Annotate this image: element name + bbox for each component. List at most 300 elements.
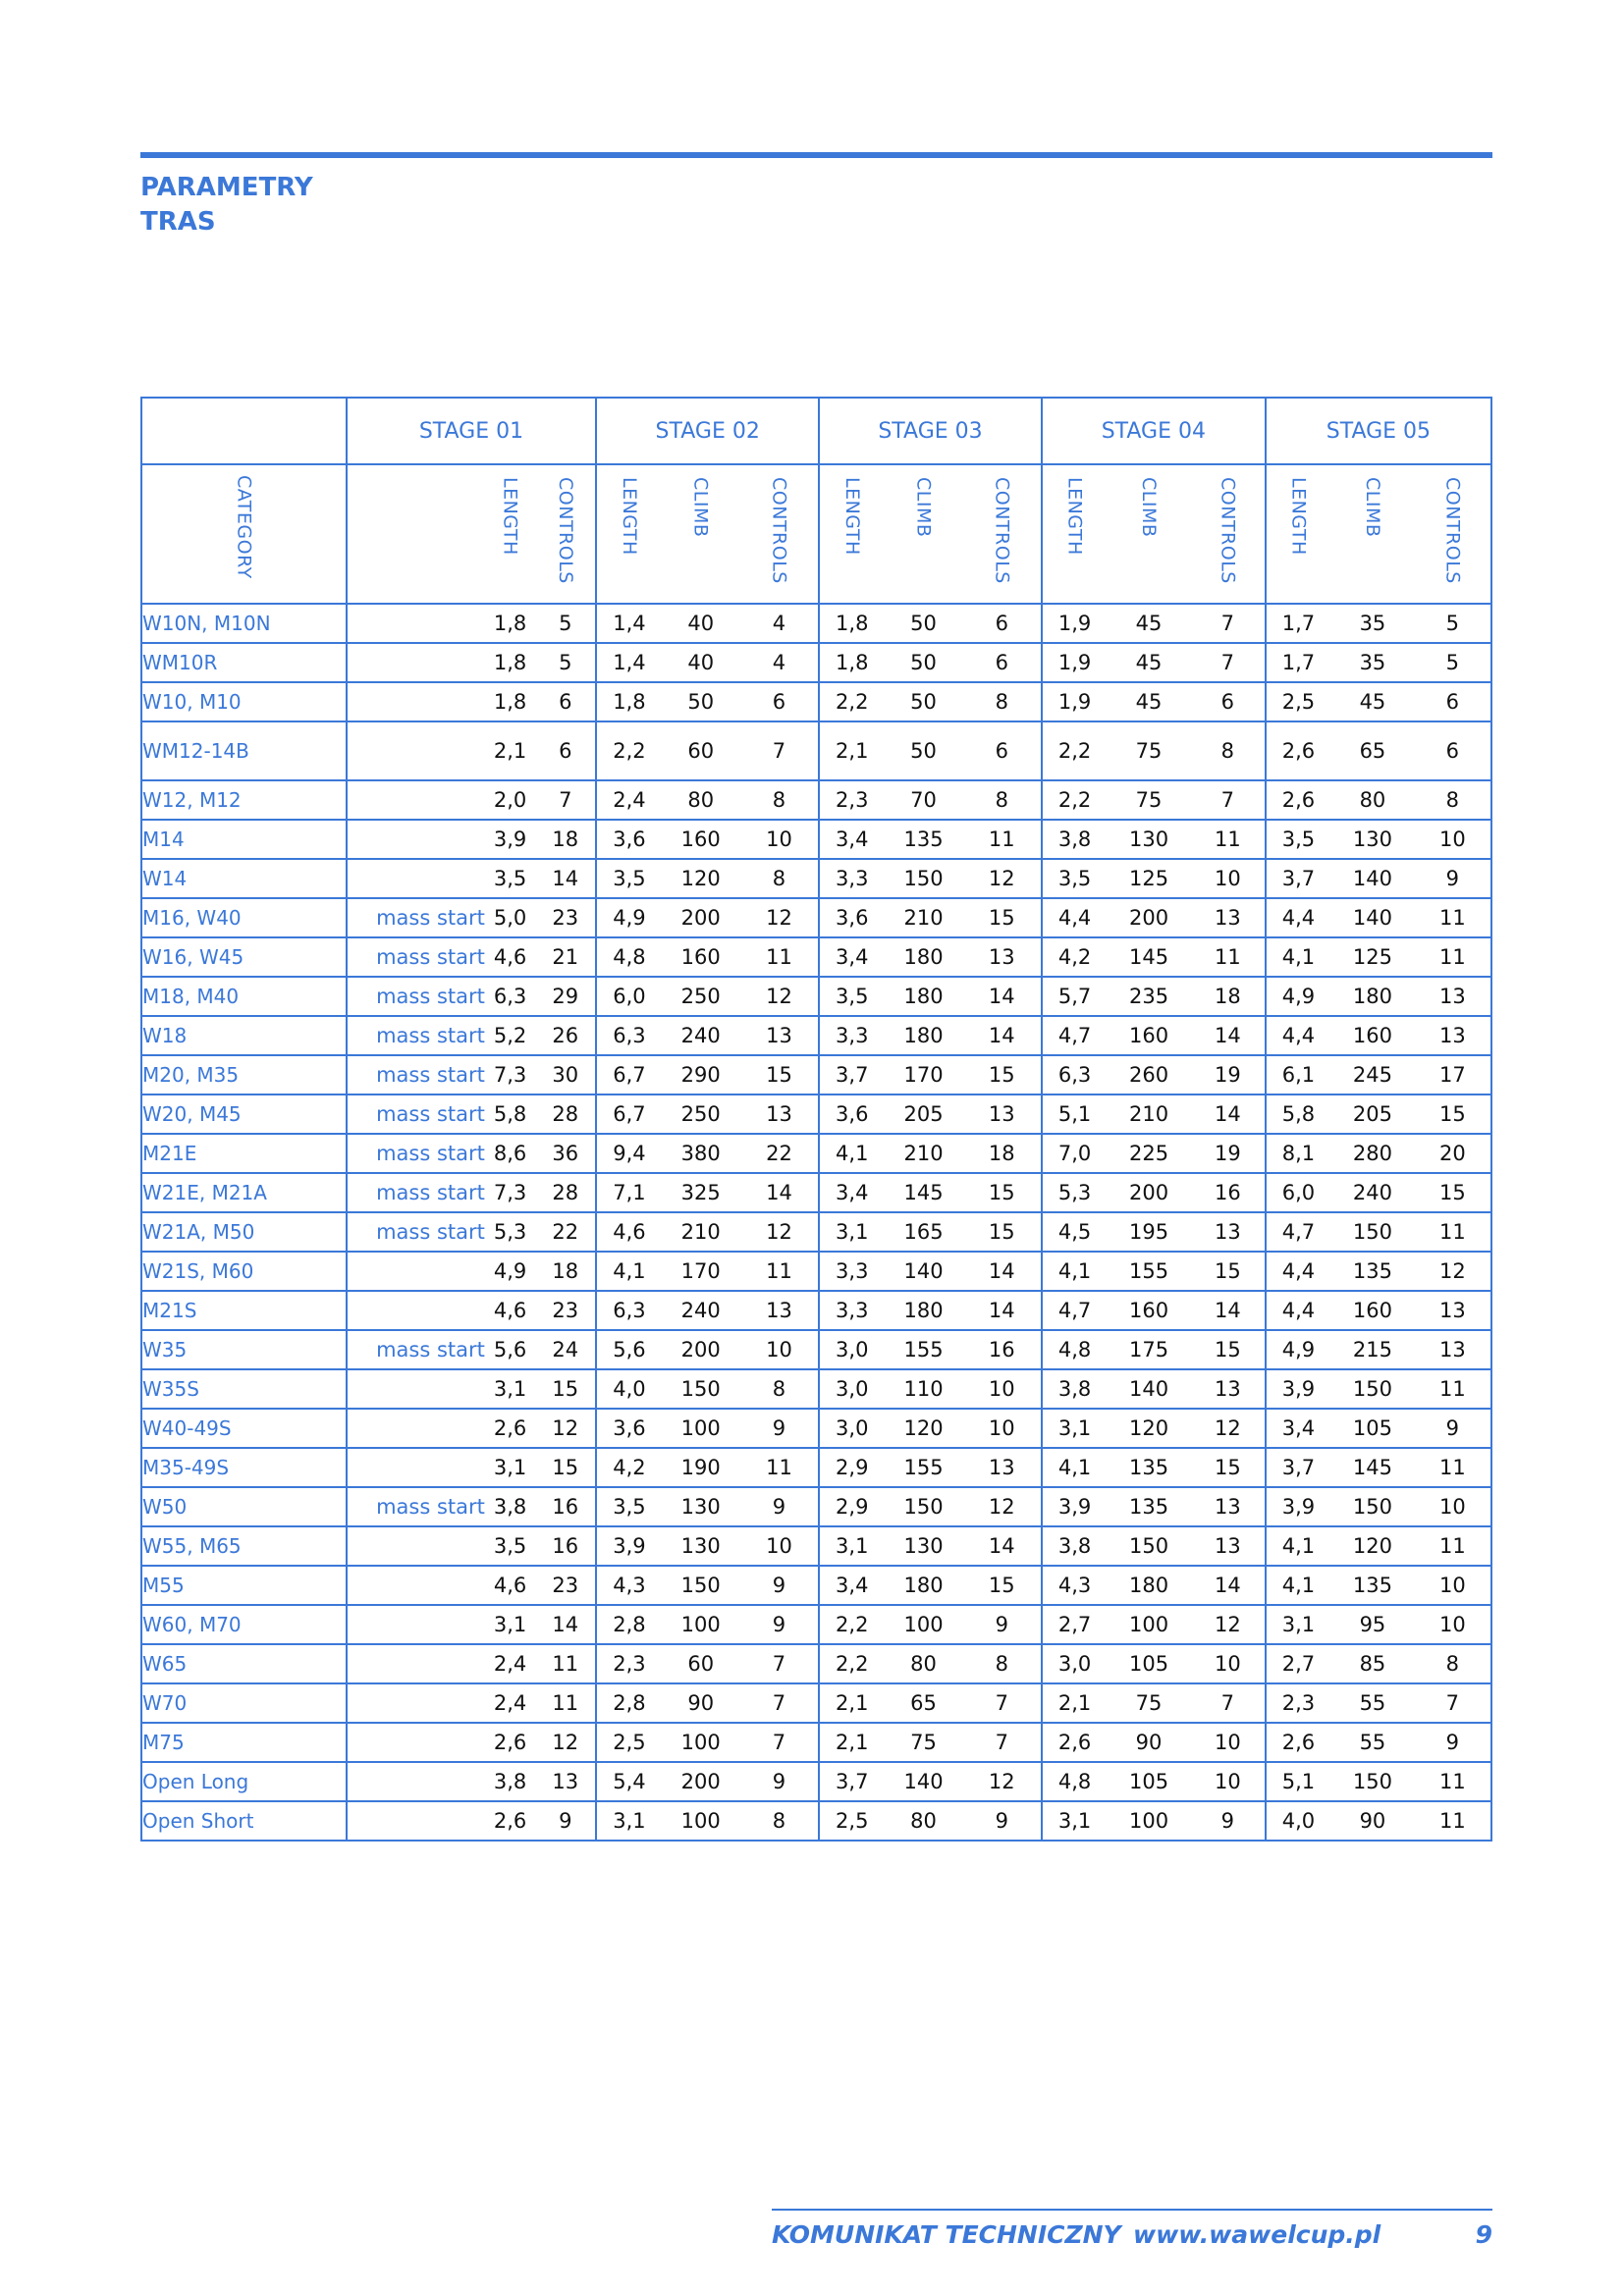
s4-climb-cell: 75	[1107, 780, 1191, 820]
category-cell: M21S	[141, 1291, 347, 1330]
s4-climb-cell: 140	[1107, 1369, 1191, 1409]
category-cell: M55	[141, 1566, 347, 1605]
category-cell: W60, M70	[141, 1605, 347, 1644]
s5-climb-cell: 280	[1330, 1134, 1415, 1173]
s4-climb-cell: 105	[1107, 1762, 1191, 1801]
s1-controls-header: CONTROLS	[535, 464, 596, 604]
s4-controls-cell: 11	[1191, 937, 1266, 977]
publication-name: KOMUNIKAT TECHNICZNY	[772, 2220, 1121, 2249]
s2-length-cell: 6,7	[596, 1095, 661, 1134]
s2-length-cell: 2,2	[596, 721, 661, 780]
s2-controls-cell: 9	[740, 1487, 819, 1526]
table-row	[141, 721, 1491, 780]
s3-length-cell: 3,3	[819, 1291, 884, 1330]
s5-controls-cell: 10	[1415, 1605, 1491, 1644]
s2-climb-cell: 90	[662, 1683, 740, 1723]
s3-controls-cell: 18	[963, 1134, 1042, 1173]
s2-controls-cell: 8	[740, 859, 819, 898]
s3-controls-cell: 10	[963, 1369, 1042, 1409]
corner-cell	[141, 398, 347, 464]
s3-controls-cell: 12	[963, 1487, 1042, 1526]
s4-length-cell: 3,1	[1042, 1409, 1107, 1448]
s2-controls-cell: 9	[740, 1566, 819, 1605]
s1-controls-cell: 6	[535, 682, 596, 721]
s5-length-cell: 3,5	[1266, 820, 1330, 859]
s3-controls-cell: 8	[963, 1644, 1042, 1683]
s5-length-cell: 4,1	[1266, 1566, 1330, 1605]
s1-length-cell: 4,6	[485, 937, 535, 977]
s2-climb-cell: 325	[662, 1173, 740, 1212]
s3-controls-cell: 15	[963, 1173, 1042, 1212]
s2-controls-cell: 8	[740, 1369, 819, 1409]
note-cell	[347, 1526, 485, 1566]
s2-length-cell: 7,1	[596, 1173, 661, 1212]
s1-controls-cell: 30	[535, 1055, 596, 1095]
s5-climb-cell: 55	[1330, 1723, 1415, 1762]
s5-climb-cell: 180	[1330, 977, 1415, 1016]
table-row	[141, 682, 1491, 721]
s5-controls-header: CONTROLS	[1415, 464, 1491, 604]
s4-climb-cell: 145	[1107, 937, 1191, 977]
s4-length-header: LENGTH	[1042, 464, 1107, 604]
note-cell: mass start	[347, 1134, 485, 1173]
s1-controls-cell: 6	[535, 721, 596, 780]
s3-length-cell: 2,9	[819, 1487, 884, 1526]
s5-controls-cell: 11	[1415, 937, 1491, 977]
s1-length-cell: 5,2	[485, 1016, 535, 1055]
s4-controls-cell: 9	[1191, 1801, 1266, 1841]
s2-climb-cell: 60	[662, 1644, 740, 1683]
category-cell: M21E	[141, 1134, 347, 1173]
s4-length-cell: 2,2	[1042, 721, 1107, 780]
s4-controls-cell: 6	[1191, 682, 1266, 721]
note-header	[347, 464, 485, 604]
s5-controls-cell: 11	[1415, 1801, 1491, 1841]
note-cell	[347, 859, 485, 898]
s5-climb-cell: 135	[1330, 1252, 1415, 1291]
note-cell	[347, 780, 485, 820]
table-row	[141, 1369, 1491, 1409]
s2-controls-cell: 10	[740, 820, 819, 859]
s4-controls-cell: 13	[1191, 1487, 1266, 1526]
s2-climb-cell: 100	[662, 1605, 740, 1644]
s5-controls-cell: 15	[1415, 1095, 1491, 1134]
s3-climb-cell: 180	[884, 1291, 962, 1330]
note-cell	[347, 1369, 485, 1409]
s5-controls-cell: 10	[1415, 820, 1491, 859]
stage-03-header: STAGE 03	[819, 398, 1042, 464]
s3-length-cell: 2,9	[819, 1448, 884, 1487]
s5-length-cell: 5,1	[1266, 1762, 1330, 1801]
s1-length-cell: 3,8	[485, 1762, 535, 1801]
category-cell: M75	[141, 1723, 347, 1762]
s5-controls-cell: 13	[1415, 977, 1491, 1016]
s3-length-cell: 3,6	[819, 898, 884, 937]
s1-length-cell: 3,1	[485, 1369, 535, 1409]
category-cell: W35	[141, 1330, 347, 1369]
s3-length-cell: 2,1	[819, 721, 884, 780]
s2-controls-header: CONTROLS	[740, 464, 819, 604]
s5-length-cell: 1,7	[1266, 604, 1330, 643]
s5-length-cell: 4,9	[1266, 977, 1330, 1016]
s1-length-cell: 3,5	[485, 1526, 535, 1566]
s4-controls-cell: 15	[1191, 1330, 1266, 1369]
s3-length-cell: 2,1	[819, 1683, 884, 1723]
category-cell: W40-49S	[141, 1409, 347, 1448]
note-cell: mass start	[347, 1173, 485, 1212]
s4-length-cell: 4,8	[1042, 1762, 1107, 1801]
note-cell	[347, 604, 485, 643]
s5-controls-cell: 17	[1415, 1055, 1491, 1095]
s2-climb-header: CLIMB	[662, 464, 740, 604]
s1-controls-cell: 16	[535, 1526, 596, 1566]
s5-controls-cell: 11	[1415, 898, 1491, 937]
note-cell	[347, 1605, 485, 1644]
s2-controls-cell: 9	[740, 1762, 819, 1801]
s1-controls-cell: 36	[535, 1134, 596, 1173]
s2-controls-cell: 4	[740, 643, 819, 682]
s4-climb-cell: 175	[1107, 1330, 1191, 1369]
s4-climb-cell: 100	[1107, 1801, 1191, 1841]
s4-climb-cell: 260	[1107, 1055, 1191, 1095]
s4-controls-cell: 14	[1191, 1566, 1266, 1605]
s5-climb-cell: 215	[1330, 1330, 1415, 1369]
category-cell: Open Short	[141, 1801, 347, 1841]
s3-length-cell: 3,5	[819, 977, 884, 1016]
s4-length-cell: 3,1	[1042, 1801, 1107, 1841]
s3-length-cell: 3,4	[819, 937, 884, 977]
s2-controls-cell: 10	[740, 1330, 819, 1369]
s4-climb-cell: 120	[1107, 1409, 1191, 1448]
s3-length-cell: 3,4	[819, 820, 884, 859]
s5-length-cell: 6,1	[1266, 1055, 1330, 1095]
s4-controls-cell: 12	[1191, 1409, 1266, 1448]
table-row	[141, 898, 1491, 937]
s1-controls-cell: 28	[535, 1173, 596, 1212]
s3-controls-cell: 15	[963, 1212, 1042, 1252]
s4-controls-cell: 15	[1191, 1252, 1266, 1291]
s2-climb-cell: 150	[662, 1369, 740, 1409]
s5-length-cell: 2,6	[1266, 1723, 1330, 1762]
s5-length-cell: 2,7	[1266, 1644, 1330, 1683]
stage-02-header: STAGE 02	[596, 398, 819, 464]
s2-length-cell: 4,9	[596, 898, 661, 937]
stage-header-row	[141, 398, 1491, 464]
s4-climb-header: CLIMB	[1107, 464, 1191, 604]
note-cell	[347, 721, 485, 780]
s4-length-cell: 2,2	[1042, 780, 1107, 820]
page-title-line2: TRAS	[140, 207, 216, 237]
s4-length-cell: 3,5	[1042, 859, 1107, 898]
s3-climb-cell: 180	[884, 977, 962, 1016]
s3-climb-cell: 150	[884, 1487, 962, 1526]
s1-controls-cell: 23	[535, 898, 596, 937]
note-cell	[347, 1683, 485, 1723]
s1-controls-cell: 29	[535, 977, 596, 1016]
s5-controls-cell: 6	[1415, 721, 1491, 780]
s3-controls-cell: 6	[963, 604, 1042, 643]
s5-controls-cell: 13	[1415, 1291, 1491, 1330]
s5-climb-cell: 245	[1330, 1055, 1415, 1095]
s3-length-cell: 2,3	[819, 780, 884, 820]
category-cell: M20, M35	[141, 1055, 347, 1095]
table-row	[141, 1212, 1491, 1252]
s4-length-cell: 5,1	[1042, 1095, 1107, 1134]
s3-controls-cell: 9	[963, 1801, 1042, 1841]
s5-length-cell: 2,3	[1266, 1683, 1330, 1723]
s4-climb-cell: 150	[1107, 1526, 1191, 1566]
s3-climb-cell: 120	[884, 1409, 962, 1448]
s5-length-cell: 4,4	[1266, 898, 1330, 937]
s5-length-cell: 3,1	[1266, 1605, 1330, 1644]
note-cell	[347, 820, 485, 859]
s1-length-header: LENGTH	[485, 464, 535, 604]
s2-climb-cell: 60	[662, 721, 740, 780]
s5-controls-cell: 7	[1415, 1683, 1491, 1723]
table-row	[141, 1801, 1491, 1841]
s2-length-cell: 3,9	[596, 1526, 661, 1566]
s1-length-cell: 5,8	[485, 1095, 535, 1134]
s3-length-cell: 3,1	[819, 1526, 884, 1566]
s5-length-cell: 4,4	[1266, 1291, 1330, 1330]
s1-controls-cell: 26	[535, 1016, 596, 1055]
s4-climb-cell: 75	[1107, 721, 1191, 780]
note-cell: mass start	[347, 1095, 485, 1134]
category-cell: M14	[141, 820, 347, 859]
s2-length-cell: 6,3	[596, 1291, 661, 1330]
note-cell	[347, 1409, 485, 1448]
s5-climb-cell: 130	[1330, 820, 1415, 859]
s2-climb-cell: 170	[662, 1252, 740, 1291]
s4-controls-cell: 18	[1191, 977, 1266, 1016]
s2-controls-cell: 11	[740, 1448, 819, 1487]
s5-length-cell: 4,4	[1266, 1016, 1330, 1055]
s1-length-cell: 4,6	[485, 1291, 535, 1330]
s2-length-cell: 2,3	[596, 1644, 661, 1683]
s3-controls-cell: 8	[963, 780, 1042, 820]
s1-length-cell: 5,6	[485, 1330, 535, 1369]
s3-climb-cell: 150	[884, 859, 962, 898]
s2-climb-cell: 130	[662, 1487, 740, 1526]
s3-controls-cell: 9	[963, 1605, 1042, 1644]
s5-length-cell: 3,9	[1266, 1487, 1330, 1526]
category-cell: W35S	[141, 1369, 347, 1409]
note-cell: mass start	[347, 1487, 485, 1526]
stage-04-header: STAGE 04	[1042, 398, 1266, 464]
s2-length-cell: 6,7	[596, 1055, 661, 1095]
s2-length-header: LENGTH	[596, 464, 661, 604]
s4-controls-cell: 13	[1191, 898, 1266, 937]
s5-climb-cell: 160	[1330, 1016, 1415, 1055]
s1-controls-cell: 18	[535, 1252, 596, 1291]
s1-length-cell: 1,8	[485, 604, 535, 643]
s4-climb-cell: 195	[1107, 1212, 1191, 1252]
s2-length-cell: 3,6	[596, 820, 661, 859]
note-cell: mass start	[347, 1212, 485, 1252]
s4-length-cell: 3,9	[1042, 1487, 1107, 1526]
s2-length-cell: 3,5	[596, 1487, 661, 1526]
s3-climb-cell: 80	[884, 1801, 962, 1841]
s5-length-cell: 4,1	[1266, 1526, 1330, 1566]
note-cell: mass start	[347, 1016, 485, 1055]
table-row	[141, 1723, 1491, 1762]
s1-controls-cell: 5	[535, 604, 596, 643]
s3-length-cell: 1,8	[819, 643, 884, 682]
s4-length-cell: 4,4	[1042, 898, 1107, 937]
s4-climb-cell: 160	[1107, 1016, 1191, 1055]
category-cell: W55, M65	[141, 1526, 347, 1566]
s4-length-cell: 2,1	[1042, 1683, 1107, 1723]
s5-climb-header: CLIMB	[1330, 464, 1415, 604]
s3-controls-cell: 16	[963, 1330, 1042, 1369]
s2-controls-cell: 12	[740, 1212, 819, 1252]
category-cell: W20, M45	[141, 1095, 347, 1134]
table-row	[141, 977, 1491, 1016]
s1-length-cell: 8,6	[485, 1134, 535, 1173]
s1-length-cell: 4,9	[485, 1252, 535, 1291]
s3-climb-cell: 170	[884, 1055, 962, 1095]
s5-length-cell: 3,9	[1266, 1369, 1330, 1409]
s2-length-cell: 1,8	[596, 682, 661, 721]
top-rule	[140, 152, 1492, 158]
s2-length-cell: 4,6	[596, 1212, 661, 1252]
category-cell: W18	[141, 1016, 347, 1055]
s5-controls-cell: 11	[1415, 1448, 1491, 1487]
s5-controls-cell: 6	[1415, 682, 1491, 721]
s1-controls-cell: 28	[535, 1095, 596, 1134]
table-row	[141, 1055, 1491, 1095]
s5-length-cell: 4,1	[1266, 937, 1330, 977]
s4-length-cell: 1,9	[1042, 682, 1107, 721]
s1-controls-cell: 22	[535, 1212, 596, 1252]
s1-length-cell: 2,1	[485, 721, 535, 780]
s2-climb-cell: 200	[662, 898, 740, 937]
s4-climb-cell: 75	[1107, 1683, 1191, 1723]
s4-controls-cell: 10	[1191, 1644, 1266, 1683]
s2-climb-cell: 100	[662, 1409, 740, 1448]
column-header-row	[141, 464, 1491, 604]
s3-climb-cell: 205	[884, 1095, 962, 1134]
s5-climb-cell: 85	[1330, 1644, 1415, 1683]
s3-controls-cell: 11	[963, 820, 1042, 859]
table-row	[141, 859, 1491, 898]
s3-climb-cell: 210	[884, 1134, 962, 1173]
table-row	[141, 1448, 1491, 1487]
s3-length-cell: 3,7	[819, 1762, 884, 1801]
s4-controls-cell: 19	[1191, 1055, 1266, 1095]
category-cell: W70	[141, 1683, 347, 1723]
s2-length-cell: 4,8	[596, 937, 661, 977]
s5-controls-cell: 9	[1415, 859, 1491, 898]
s1-length-cell: 3,9	[485, 820, 535, 859]
table-row	[141, 820, 1491, 859]
s3-length-cell: 2,2	[819, 1644, 884, 1683]
s3-controls-cell: 14	[963, 1291, 1042, 1330]
s5-climb-cell: 65	[1330, 721, 1415, 780]
s3-climb-cell: 80	[884, 1644, 962, 1683]
category-cell: W10N, M10N	[141, 604, 347, 643]
website-link[interactable]: www.wawelcup.pl	[1133, 2220, 1381, 2249]
s3-climb-cell: 165	[884, 1212, 962, 1252]
s4-controls-cell: 10	[1191, 1762, 1266, 1801]
s3-controls-cell: 13	[963, 937, 1042, 977]
s5-climb-cell: 80	[1330, 780, 1415, 820]
s3-controls-cell: 14	[963, 1016, 1042, 1055]
s5-controls-cell: 11	[1415, 1212, 1491, 1252]
s5-climb-cell: 125	[1330, 937, 1415, 977]
s4-controls-cell: 7	[1191, 604, 1266, 643]
s2-length-cell: 3,1	[596, 1801, 661, 1841]
s4-length-cell: 4,5	[1042, 1212, 1107, 1252]
s4-length-cell: 4,1	[1042, 1252, 1107, 1291]
s5-controls-cell: 5	[1415, 604, 1491, 643]
s1-length-cell: 7,3	[485, 1173, 535, 1212]
s3-controls-cell: 13	[963, 1448, 1042, 1487]
category-cell: WM10R	[141, 643, 347, 682]
s1-controls-cell: 9	[535, 1801, 596, 1841]
s5-climb-cell: 140	[1330, 898, 1415, 937]
s2-controls-cell: 13	[740, 1291, 819, 1330]
s1-length-cell: 5,3	[485, 1212, 535, 1252]
s5-length-cell: 6,0	[1266, 1173, 1330, 1212]
stage-05-header: STAGE 05	[1266, 398, 1491, 464]
s3-length-cell: 3,3	[819, 859, 884, 898]
table-row	[141, 780, 1491, 820]
note-cell: mass start	[347, 898, 485, 937]
s2-climb-cell: 40	[662, 643, 740, 682]
s5-length-cell: 2,6	[1266, 780, 1330, 820]
s4-controls-header: CONTROLS	[1191, 464, 1266, 604]
table-row	[141, 1016, 1491, 1055]
s2-climb-cell: 240	[662, 1291, 740, 1330]
s2-length-cell: 4,1	[596, 1252, 661, 1291]
s3-controls-cell: 6	[963, 643, 1042, 682]
table-row	[141, 1291, 1491, 1330]
s4-length-cell: 3,0	[1042, 1644, 1107, 1683]
course-parameters-table	[140, 397, 1492, 1842]
s5-climb-cell: 145	[1330, 1448, 1415, 1487]
note-cell	[347, 643, 485, 682]
s1-length-cell: 2,4	[485, 1644, 535, 1683]
s3-climb-cell: 155	[884, 1448, 962, 1487]
s3-controls-cell: 12	[963, 1762, 1042, 1801]
table-row	[141, 1134, 1491, 1173]
page-title-line1: PARAMETRY	[140, 173, 313, 202]
s5-controls-cell: 20	[1415, 1134, 1491, 1173]
s3-length-cell: 3,3	[819, 1016, 884, 1055]
table-row	[141, 1173, 1491, 1212]
s4-length-cell: 4,7	[1042, 1016, 1107, 1055]
footer-rule	[772, 2209, 1492, 2211]
s5-length-cell: 3,7	[1266, 859, 1330, 898]
s1-length-cell: 4,6	[485, 1566, 535, 1605]
category-cell: Open Long	[141, 1762, 347, 1801]
s1-length-cell: 1,8	[485, 682, 535, 721]
s4-length-cell: 1,9	[1042, 604, 1107, 643]
s3-climb-cell: 50	[884, 721, 962, 780]
s4-controls-cell: 19	[1191, 1134, 1266, 1173]
s2-climb-cell: 160	[662, 820, 740, 859]
s3-controls-cell: 15	[963, 898, 1042, 937]
s3-climb-header: CLIMB	[884, 464, 962, 604]
s1-length-cell: 2,6	[485, 1801, 535, 1841]
s5-controls-cell: 9	[1415, 1409, 1491, 1448]
s2-climb-cell: 160	[662, 937, 740, 977]
s2-controls-cell: 8	[740, 1801, 819, 1841]
s4-controls-cell: 14	[1191, 1291, 1266, 1330]
s1-controls-cell: 13	[535, 1762, 596, 1801]
s3-controls-cell: 12	[963, 859, 1042, 898]
